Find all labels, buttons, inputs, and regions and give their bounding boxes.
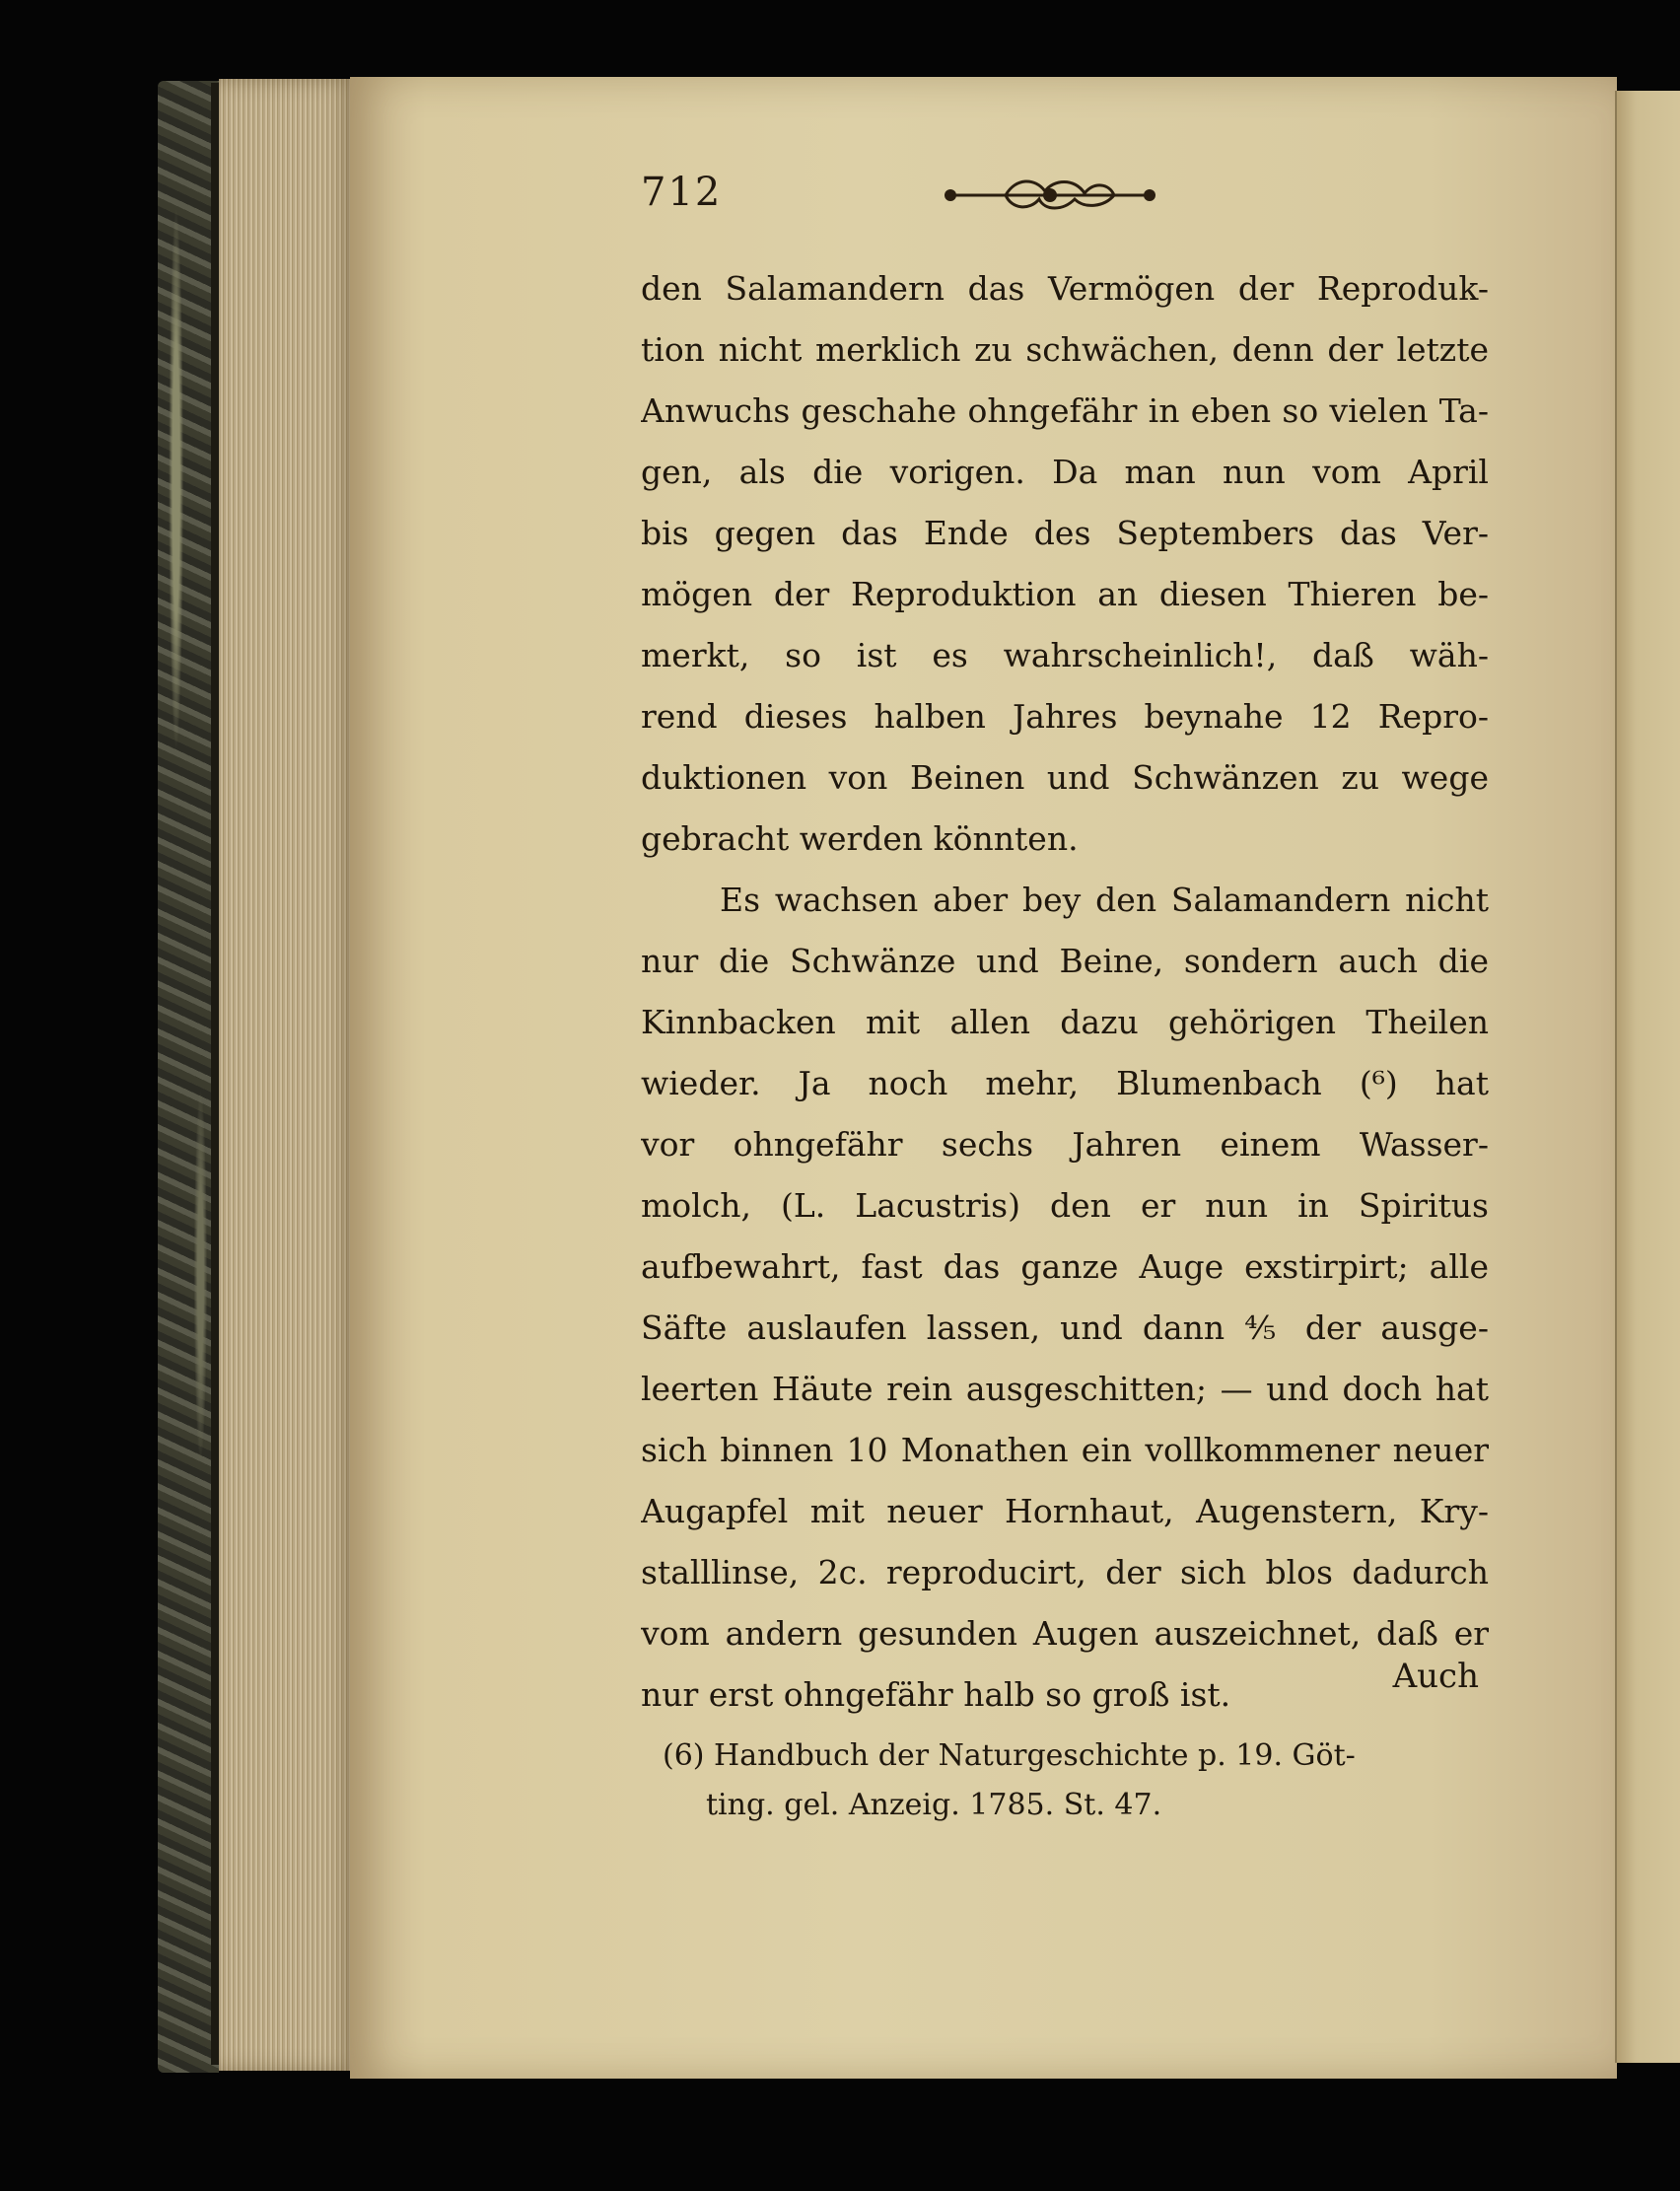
text-line: Augapfel mit neuer Hornhaut, Augenstern, Kry- — [641, 1492, 1489, 1530]
text-line: gen, als die vorigen. Da man nun vom April — [641, 453, 1489, 491]
page-number: 712 — [641, 170, 723, 215]
text-line: tion nicht merklich zu schwächen, denn der letzte — [641, 330, 1489, 369]
page-header — [641, 170, 1370, 219]
text-line: gebracht werden könnten. — [641, 819, 1079, 858]
text-line: vor ohngefähr sechs Jahren einem Wasser- — [641, 1125, 1489, 1164]
text-line: sich binnen 10 Monathen ein vollkommener neuer — [641, 1431, 1489, 1469]
text-line: nur erst ohngefähr halb so groß ist. — [641, 1675, 1231, 1714]
text-line: den Salamandern das Vermögen der Reproduk- — [641, 269, 1489, 308]
text-line: aufbewahrt, fast das ganze Auge exstirpirt; alle — [641, 1247, 1489, 1286]
text-line: rend dieses halben Jahres beynahe 12 Repro- — [641, 697, 1489, 736]
text-line: mögen der Reproduktion an diesen Thieren be- — [641, 575, 1489, 613]
footnote-line: ting. gel. Anzeig. 1785. St. 47. — [706, 1788, 1162, 1822]
footnote-line: (6) Handbuch der Naturgeschichte p. 19. Göt- — [663, 1738, 1356, 1773]
page-edges — [219, 79, 355, 2071]
text-line: merkt, so ist es wahrscheinlich!, daß wäh- — [641, 636, 1489, 674]
text-line: leerten Häute rein ausgeschitten; — und doch hat — [641, 1370, 1489, 1408]
text-line: Anwuchs geschahe ohngefähr in eben so vielen Ta- — [641, 391, 1489, 430]
text-line: bis gegen das Ende des Septembers das Ver- — [641, 514, 1489, 552]
header-ornament-icon — [937, 172, 1163, 217]
text-line: vom andern gesunden Augen auszeichnet, daß er — [641, 1614, 1489, 1653]
text-line: wieder. Ja noch mehr, Blumenbach (⁶) hat — [641, 1064, 1489, 1102]
facing-page-edge — [1615, 91, 1680, 2063]
text-line: duktionen von Beinen und Schwänzen zu wege — [641, 758, 1489, 797]
text-line: Es wachsen aber bey den Salamandern nicht — [720, 881, 1489, 919]
text-line: nur die Schwänze und Beine, sondern auch die — [641, 942, 1489, 980]
footnote — [663, 1732, 1481, 1830]
text-line: molch, (L. Lacustris) den er nun in Spiritus — [641, 1186, 1489, 1225]
main-text — [641, 258, 1489, 1726]
text-line: Säfte auslaufen lassen, und dann ⅘ der ausge- — [641, 1308, 1489, 1347]
text-line: stalllinse, 2c. reproducirt, der sich blos dadurch — [641, 1553, 1489, 1591]
marbled-cover — [158, 81, 219, 2073]
text-line: Kinnbacken mit allen dazu gehörigen Theilen — [641, 1003, 1489, 1041]
catchword: Auch — [1392, 1657, 1479, 1696]
